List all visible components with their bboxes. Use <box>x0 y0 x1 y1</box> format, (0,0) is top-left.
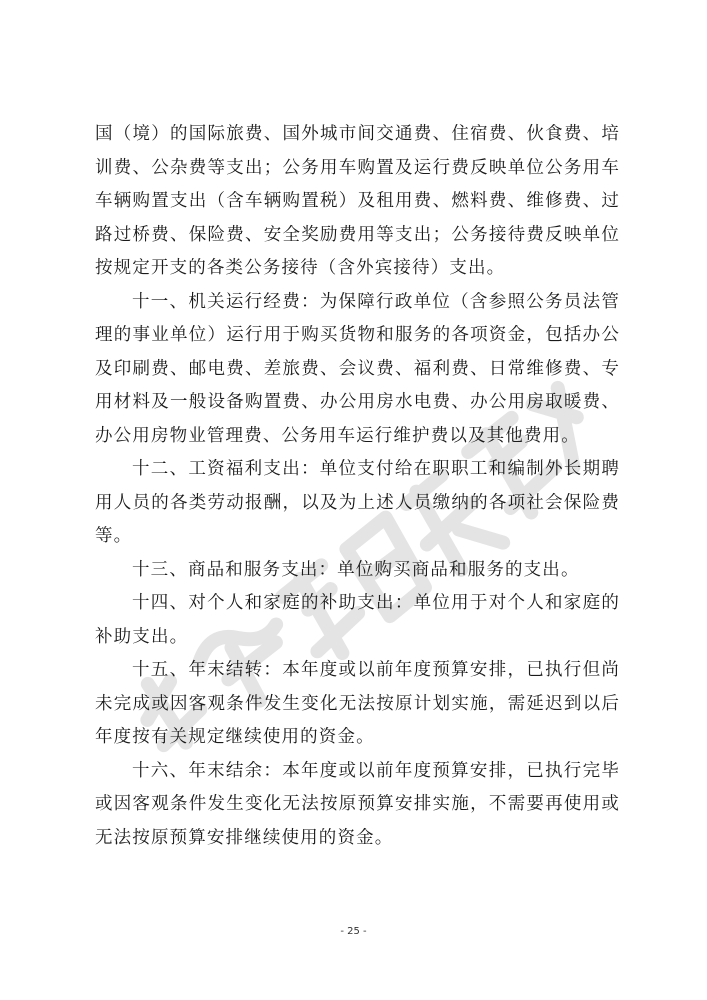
paragraph-item-15: 十五、年末结转：本年度或以前年度预算安排，已执行但尚未完成或因客观条件发生变化无法按原计划实施，需延迟到以后年度按有关规定继续使用的资金。 <box>95 660 620 747</box>
page-number: - 25 - <box>340 926 367 937</box>
body-text <box>95 118 620 855</box>
paragraph-item-12: 十二、工资福利支出：单位支付给在职职工和编制外长期聘用人员的各类劳动报酬，以及为上述人员缴纳的各项社会保险费等。 <box>95 459 620 546</box>
paragraph-item-13: 十三、商品和服务支出：单位购买商品和服务的支出。 <box>132 559 580 580</box>
paragraph-item-11: 十一、机关运行经费：为保障行政单位（含参照公务员法管理的事业单位）运行用于购买货物和服务的各项资金，包括办公及印刷费、邮电费、差旅费、会议费、福利费、日常维修费、专用材料及一般设备购置费、办公用房水电费、办公用房取暖费、办公用房物业管理费、公务用车运行维护费以及其他费用。 <box>95 291 620 446</box>
paragraph-continuation: 国（境）的国际旅费、国外城市间交通费、住宿费、伙食费、培训费、公杂费等支出；公务用车购置及运行费反映单位公务用车车辆购置支出（含车辆购置税）及租用费、燃料费、维修费、过路过桥费、保险费、安全奖励费用等支出；公务接待费反映单位按规定开支的各类公务接待（含外宾接待）支出。 <box>95 124 620 278</box>
paragraph-item-14: 十四、对个人和家庭的补助支出：单位用于对个人和家庭的补助支出。 <box>95 593 620 647</box>
paragraph-item-16: 十六、年末结余：本年度或以前年度预算安排，已执行完毕或因客观条件发生变化无法按原预算安排实施，不需要再使用或无法按原预算安排继续使用的资金。 <box>95 760 620 848</box>
